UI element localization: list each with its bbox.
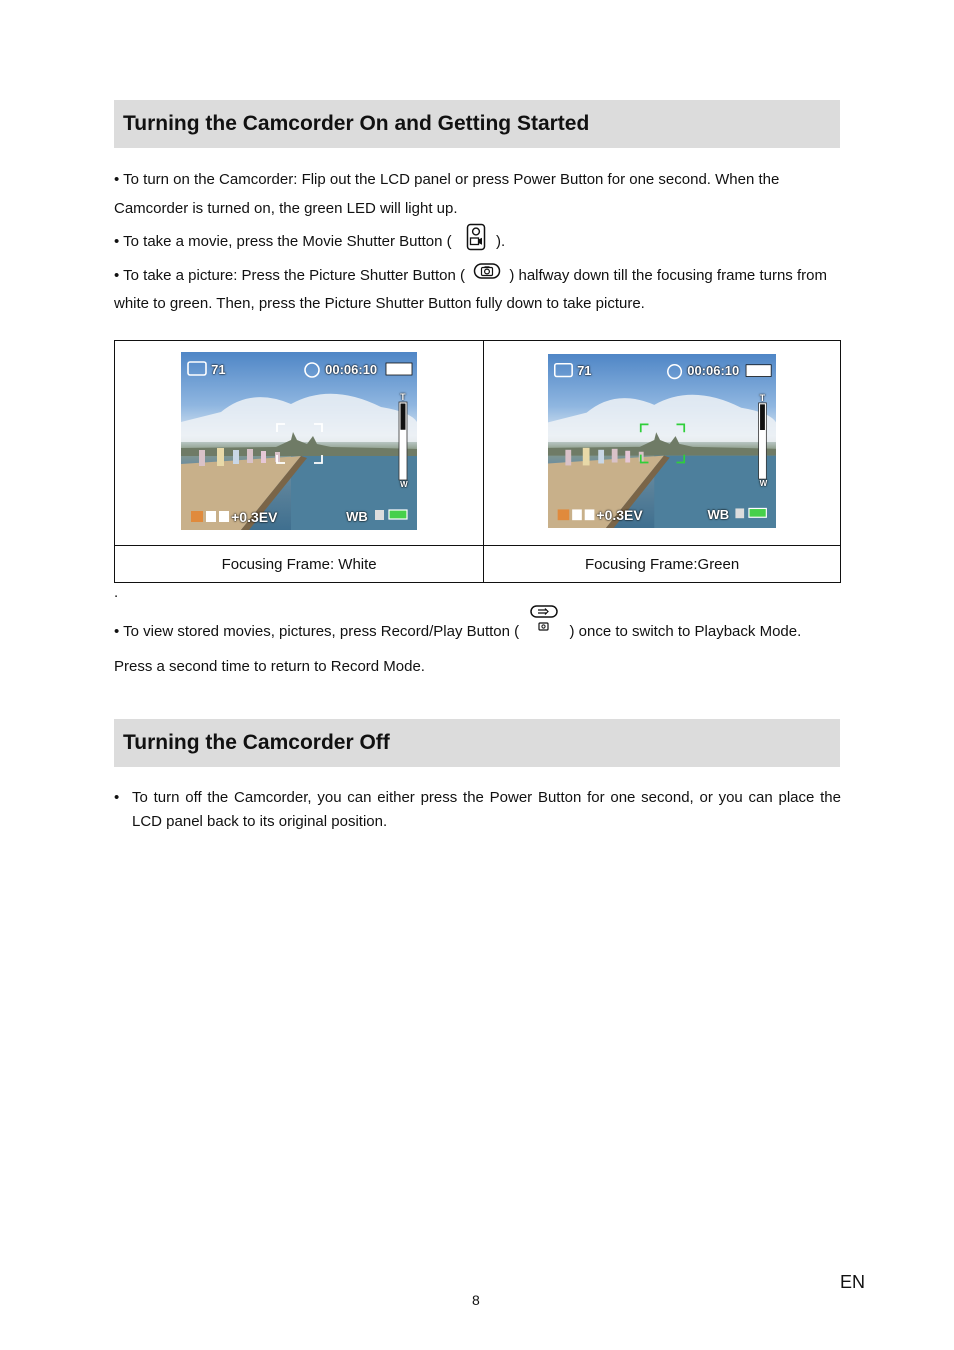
exposure-icon: [219, 511, 229, 522]
flash-off-icon: [668, 364, 682, 378]
intro-paragraph: [114, 166, 844, 319]
page-number: 8: [472, 1292, 480, 1308]
cloud: [548, 394, 776, 441]
movie-shutter-button-icon: [466, 223, 486, 262]
caption-green: Focusing Frame:Green: [484, 546, 841, 583]
picture-shutter-button-icon: [473, 262, 501, 291]
osd-recording-time: 00:06:10: [325, 361, 378, 377]
playback-instruction-line2: Press a second time to return to Record Mode.: [114, 657, 425, 675]
focusing-frame-table: [114, 340, 841, 583]
lcd-screenshot-white-frame: [181, 352, 417, 530]
power-on-instruction: • To turn on the Camcorder: Flip out the LCD panel or press Power Button for one second. When the Camcorder is turned on, the green LED will light up.: [114, 171, 780, 217]
memory-card-icon: [375, 510, 384, 520]
osd-zoom-tele: T: [400, 391, 406, 402]
osd-shot-count: 71: [211, 361, 226, 377]
power-off-list: [114, 786, 841, 834]
osd-exposure-value: +0.3EV: [231, 508, 278, 525]
camera-mode-icon: [188, 362, 206, 375]
osd-zoom-wide: W: [759, 478, 768, 488]
lcd-scene: [181, 352, 417, 530]
exposure-icon: [585, 509, 595, 520]
section-header-turning-on: [114, 100, 840, 148]
osd-zoom-tele: T: [759, 392, 766, 403]
section-header-turning-off: [114, 719, 840, 767]
osd-zoom-wide: W: [400, 479, 408, 489]
section-title: Turning the Camcorder On and Getting Started: [123, 112, 590, 135]
battery-icon: [389, 510, 407, 519]
record-play-button-icon: [529, 604, 559, 645]
picture-instruction: • To take a picture: Press the Picture Shutter Button ( ) halfway down till the focusing frame turns from white to green. Then, press the Picture Shutter Button fully down to take picture.: [114, 262, 844, 319]
macro-icon: [572, 509, 582, 520]
power-off-instruction: To turn off the Camcorder, you can either press the Power Button for one second, or you can place the LCD panel back to its original position.: [132, 789, 841, 830]
playback-instruction: • To view stored movies, pictures, press Record/Play Button ( ) once to switch to Playback Mode.: [114, 612, 844, 653]
camera-mode-icon: [555, 363, 572, 376]
scene-mode-icon: [558, 509, 570, 520]
movie-instruction: • To take a movie, press the Movie Shutter Button ( ).: [114, 223, 844, 262]
quality-icon: [746, 364, 771, 376]
zoom-level-fill: [401, 403, 406, 429]
macro-icon: [206, 511, 216, 522]
stray-dot: .: [114, 584, 119, 601]
language-label: EN: [840, 1272, 866, 1292]
bullet-mark: •: [114, 789, 120, 806]
flash-off-icon: [305, 363, 319, 377]
osd-exposure-value: +0.3EV: [596, 506, 643, 523]
zoom-level-fill: [760, 404, 765, 430]
figure-cell-white: [115, 341, 484, 546]
lcd-screenshot-green-frame: [548, 354, 776, 528]
battery-icon: [749, 508, 766, 517]
memory-card-icon: [736, 508, 745, 518]
scene-mode-icon: [191, 511, 203, 522]
caption-white: Focusing Frame: White: [115, 546, 484, 583]
playback-paragraph: [114, 612, 844, 681]
quality-icon: [386, 363, 412, 375]
lcd-scene: [548, 354, 776, 528]
osd-shot-count: 71: [577, 363, 592, 379]
section-title: Turning the Camcorder Off: [123, 731, 390, 754]
osd-recording-time: 00:06:10: [687, 363, 740, 379]
osd-white-balance: WB: [346, 508, 368, 524]
list-item: [114, 786, 841, 834]
cloud: [181, 393, 417, 441]
osd-white-balance: WB: [707, 506, 730, 522]
figure-cell-green: [484, 341, 841, 546]
